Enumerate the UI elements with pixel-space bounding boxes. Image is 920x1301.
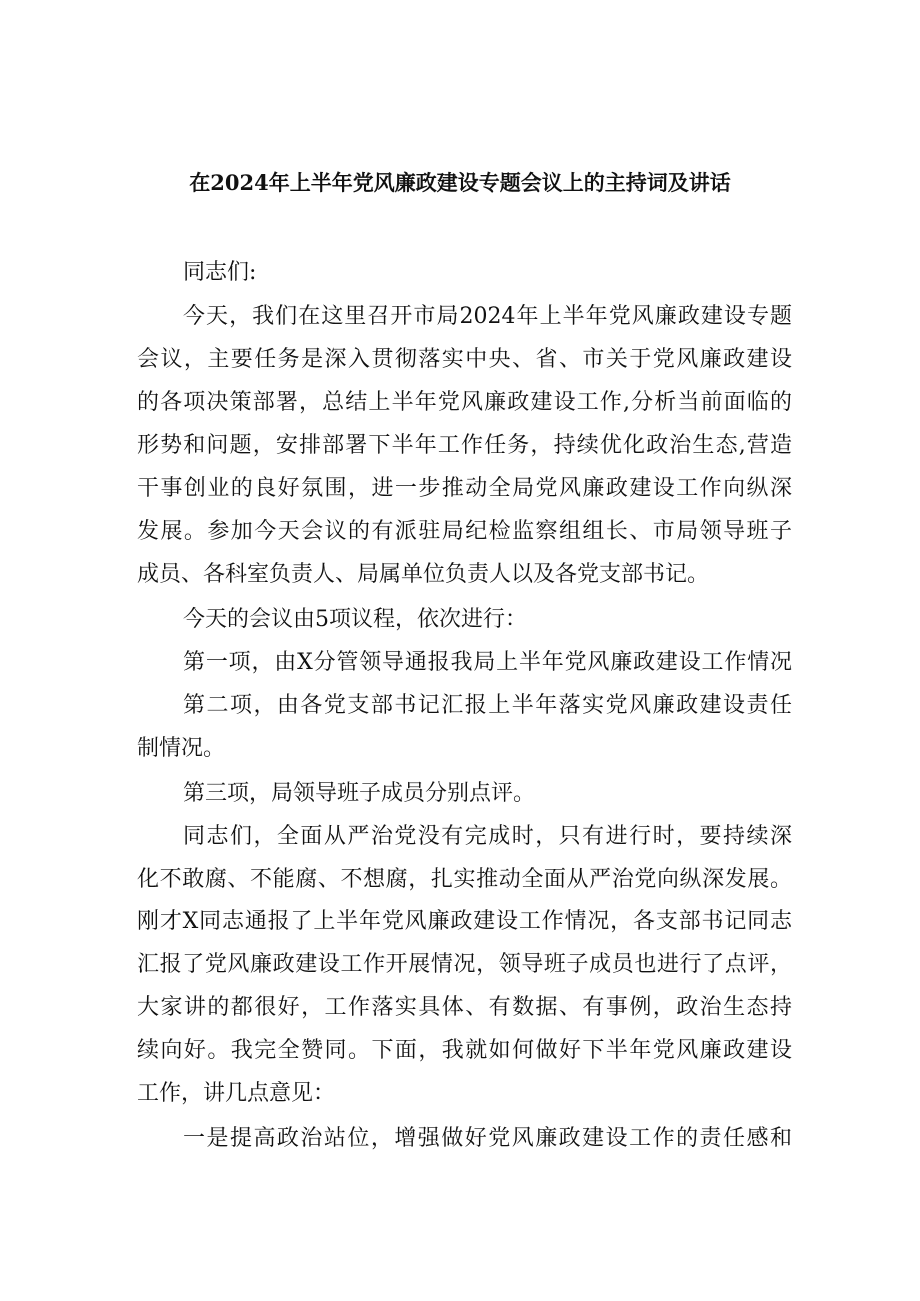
agenda-item-1: 第一项，由X分管领导通报我局上半年党风廉政建设工作情况	[183, 650, 792, 675]
paragraph-line: 发展。参加今天会议的有派驻局纪检监察组组长、市局领导班子	[137, 519, 792, 544]
paragraph-line: 大家讲的都很好，工作落实具体、有数据、有事例，政治生态持	[137, 995, 792, 1020]
salutation: 同志们:	[183, 260, 257, 285]
paragraph-line: 化不敢腐、不能腐、不想腐，扎实推动全面从严治党向纵深发展。	[137, 867, 792, 892]
paragraph-line: 今天，我们在这里召开市局2024年上半年党风廉政建设专题	[183, 304, 792, 329]
paragraph-line: 的各项决策部署，总结上半年党风廉政建设工作,分析当前面临的	[137, 390, 792, 415]
agenda-item-2-cont: 制情况。	[137, 736, 226, 761]
paragraph-line: 一是提高政治站位，增强做好党风廉政建设工作的责任感和	[183, 1126, 792, 1151]
document-title: 在2024年上半年党风廉政建设专题会议上的主持词及讲话	[189, 170, 731, 195]
paragraph-line: 刚才X同志通报了上半年党风廉政建设工作情况，各支部书记同志	[137, 909, 792, 934]
paragraph-line: 会议，主要任务是深入贯彻落实中央、省、市关于党风廉政建设	[137, 347, 792, 372]
agenda-item-2: 第二项，由各党支部书记汇报上半年落实党风廉政建设责任	[183, 693, 792, 718]
agenda-item-3: 第三项，局领导班子成员分别点评。	[183, 781, 536, 806]
paragraph-line: 成员、各科室负责人、局属单位负责人以及各党支部书记。	[137, 562, 710, 587]
paragraph-line: 形势和问题，安排部署下半年工作任务，持续优化政治生态,营造	[137, 433, 792, 458]
paragraph-line: 同志们，全面从严治党没有完成时，只有进行时，要持续深	[183, 824, 792, 849]
paragraph-line: 续向好。我完全赞同。下面，我就如何做好下半年党风廉政建设	[137, 1038, 792, 1063]
paragraph-line: 干事创业的良好氛围，进一步推动全局党风廉政建设工作向纵深	[137, 476, 792, 501]
paragraph-line: 今天的会议由5项议程，依次进行：	[183, 607, 527, 632]
paragraph-line: 工作，讲几点意见：	[137, 1081, 336, 1106]
paragraph-line: 汇报了党风廉政建设工作开展情况，领导班子成员也进行了点评，	[137, 952, 792, 977]
